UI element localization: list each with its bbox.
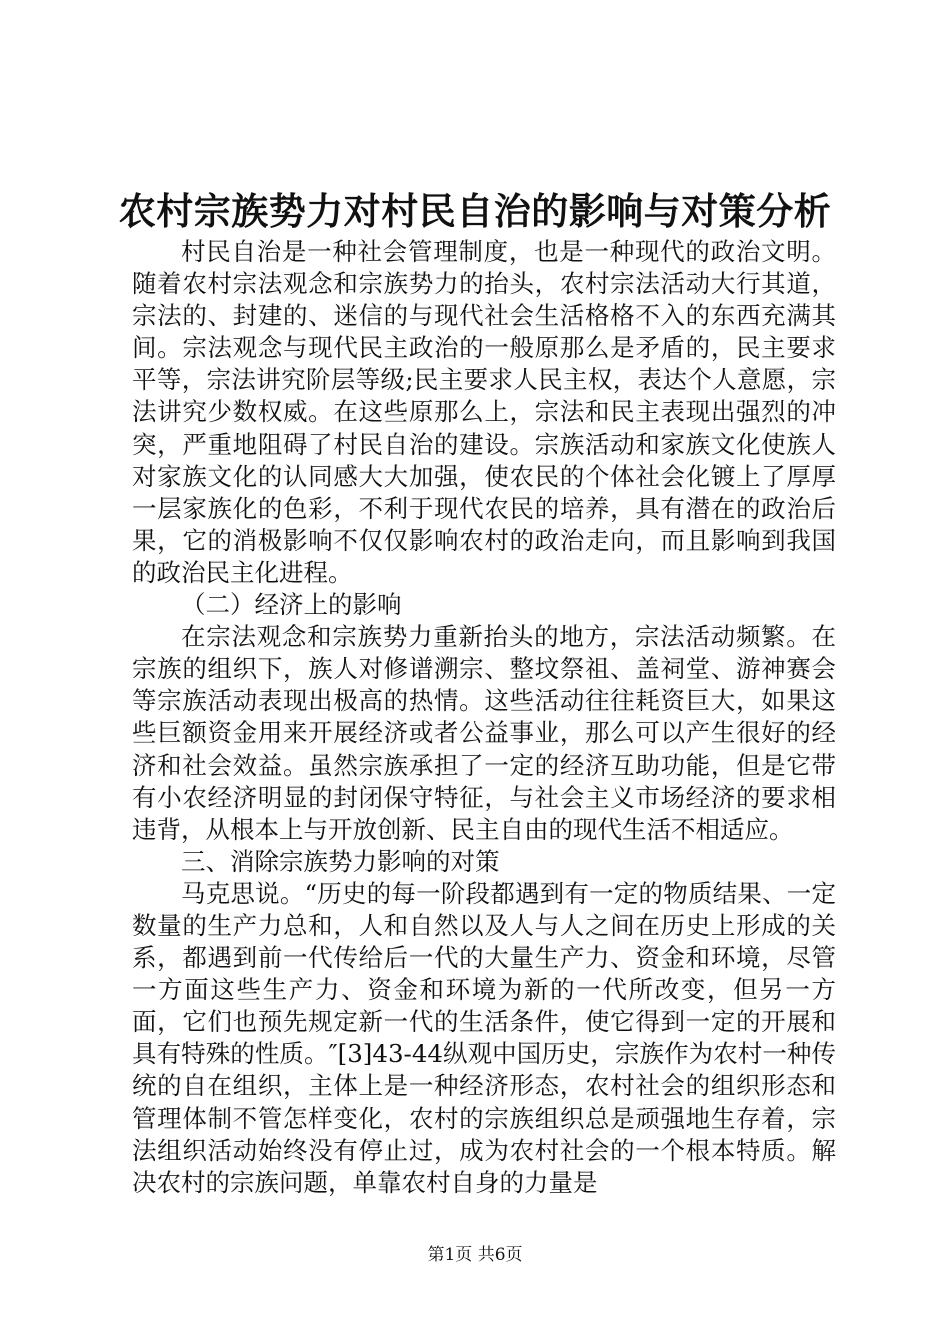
paragraph-economic: 在宗法观念和宗族势力重新抬头的地方，宗法活动频繁。在宗族的组织下，族人对修谱溯宗、整坟祭祖、盖祠堂、游神赛会等宗族活动表现出极高的热情。这些活动往往耗资巨大，如果这些巨额资金用来开展经济或者公益事业，那么可以产生很好的经济和社会效益。虽然宗族承担了一定的经济互助功能，但是它带有小农经济明显的封闭保守特征，与社会主义市场经济的要求相违背，从根本上与开放创新、民主自由的现代生活不相适应。 bbox=[132, 622, 836, 844]
paragraph-intro: 村民自治是一种社会管理制度，也是一种现代的政治文明。随着农村宗法观念和宗族势力的抬头，农村宗法活动大行其道，宗法的、封建的、迷信的与现代社会生活格格不入的东西充满其间。宗法观念与现代民主政治的一般原那么是矛盾的，民主要求平等，宗法讲究阶层等级;民主要求人民主权，表达个人意愿，宗法讲究少数权威。在这些原那么上，宗法和民主表现出强烈的冲突，严重地阻碍了村民自治的建设。宗族活动和家族文化使族人对家族文化的认同感大大加强，使农民的个体社会化镀上了厚厚一层家族化的色彩，不利于现代农民的培养，具有潜在的政治后果，它的消极影响不仅仅影响农村的政治走向，而且影响到我国的政治民主化进程。 bbox=[132, 237, 836, 587]
paragraph-marx-quote: 马克思说。“历史的每一阶段都遇到有一定的物质结果、一定数量的生产力总和，人和自然以及人与人之间在历史上形成的关系，都遇到前一代传给后一代的大量生产力、资金和环境，尽管一方面这些生产力、资金和环境为新的一代所改变，但另一方面，它们也预先规定新一代的生活条件，使它得到一定的开展和具有特殊的性质。″[3]43-44纵观中国历史，宗族作为农村一种传统的自在组织，主体上是一种经济形态，农村社会的组织形态和管理体制不管怎样变化，农村的宗族组织总是顽强地生存着，宗法组织活动始终没有停止过，成为农村社会的一个根本特质。解决农村的宗族问题，单靠农村自身的力量是 bbox=[132, 878, 836, 1197]
section-heading-economic: （二）经济上的影响 bbox=[181, 590, 402, 620]
document-title: 农村宗族势力对村民自治的影响与对策分析 bbox=[118, 189, 832, 233]
document-body bbox=[132, 236, 836, 1199]
section-heading-countermeasures: 三、消除宗族势力影响的对策 bbox=[181, 846, 500, 876]
page-number-footer: 第1页 共6页 bbox=[427, 1245, 523, 1265]
